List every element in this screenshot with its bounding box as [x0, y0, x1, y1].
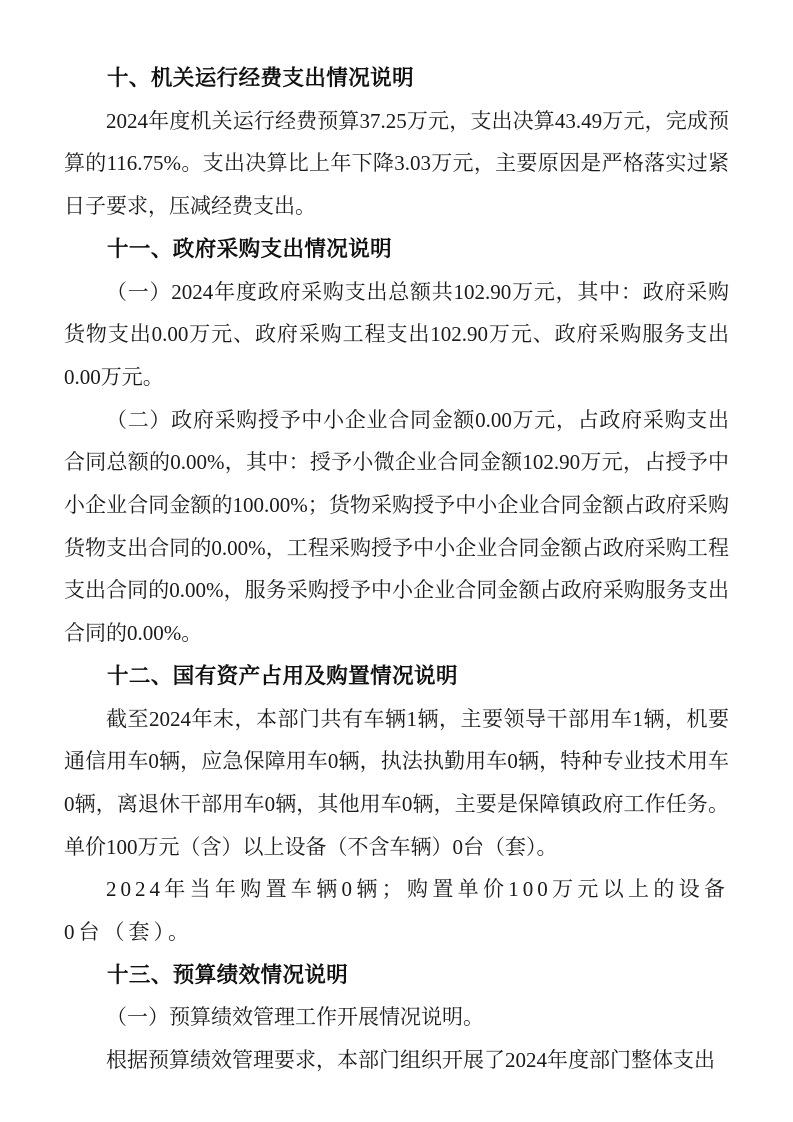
section-12-heading: 十二、国有资产占用及购置情况说明 [107, 663, 458, 688]
section-10-paragraph-1: 2024年度机关运行经费预算37.25万元，支出决算43.49万元，完成预算的116.75%。支出决算比上年下降3.03万元，主要原因是严格落实过紧日子要求，压减经费支出。 [64, 108, 729, 219]
section-12-state-assets [64, 655, 729, 954]
section-13-paragraph-2: 根据预算绩效管理要求，本部门组织开展了2024年度部门整体支出 [106, 1048, 715, 1073]
section-13-paragraph-1: （一）预算绩效管理工作开展情况说明。 [106, 1005, 484, 1030]
section-10-heading: 十、机关运行经费支出情况说明 [107, 66, 415, 90]
section-11-paragraph-1: （一）2024年度政府采购支出总额共102.90万元，其中：政府采购货物支出0.00万元、政府采购工程支出102.90万元、政府采购服务支出0.00万元。 [64, 279, 729, 389]
section-12-paragraph-2: 2024年当年购置车辆0辆；购置单价100万元以上的设备0台（套）。 [64, 877, 729, 945]
section-10-operating-expense [64, 57, 729, 228]
section-12-paragraph-1: 截至2024年末，本部门共有车辆1辆，主要领导干部用车1辆，机要通信用车0辆，应急保障用车0辆，执法执勤用车0辆，特种专业技术用车0辆，离退休干部用车0辆，其他用车0辆，主要是保障镇政府工作任务。单价100万元（含）以上设备（不含车辆）0台（套）。 [64, 706, 729, 859]
section-11-paragraph-2: （二）政府采购授予中小企业合同金额0.00万元，占政府采购支出合同总额的0.00%，其中：授予小微企业合同金额102.90万元，占授予中小企业合同金额的100.00%；货物采购授予中小企业合同金额占政府采购货物支出合同的0.00%，工程采购授予中小企业合同金额占政府采购工程支出合同的0.00%，服务采购授予中小企业合同金额占政府采购服务支出合同的0.00%。 [64, 407, 729, 646]
section-13-budget-performance [64, 954, 729, 1082]
section-13-heading: 十三、预算绩效情况说明 [107, 962, 349, 987]
section-11-heading: 十一、政府采购支出情况说明 [107, 236, 393, 261]
section-11-gov-procurement [64, 228, 729, 655]
